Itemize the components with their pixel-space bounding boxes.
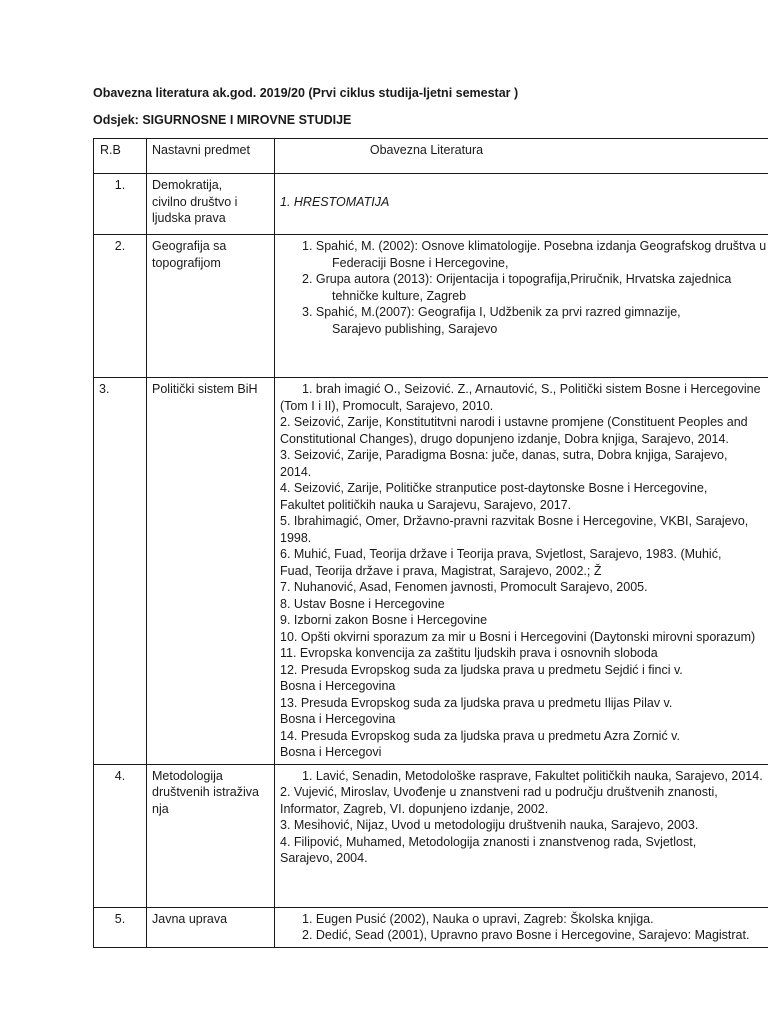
literature-entry-continued: Informator, Zagreb, VI. dopunjeno izdanje, 2002. bbox=[280, 801, 549, 816]
document-title: Obavezna literatura ak.god. 2019/20 (Prvi ciklus studija-ljetni semestar ) bbox=[93, 86, 519, 100]
column-header-subject: Nastavni predmet bbox=[147, 139, 275, 174]
literature-entry: 1. Eugen Pusić (2002), Nauka o upravi, Zagreb: Školska knjiga. bbox=[302, 911, 654, 926]
subject-line: ljudska prava bbox=[152, 211, 226, 225]
literature-entry: 2. Grupa autora (2013): Orijentacija i topografija,Priručnik, Hrvatska zajednica bbox=[302, 272, 732, 286]
literature-entry: 12. Presuda Evropskog suda za ljudska prava u predmetu Sejdić i finci v. bbox=[280, 662, 683, 677]
literature-entry: 6. Muhić, Fuad, Teorija države i Teorija prava, Svjetlost, Sarajevo, 1983. (Muhić, bbox=[280, 547, 722, 561]
literature-entry: 9. Izborni zakon Bosne i Hercegovine bbox=[280, 613, 488, 627]
literature-entry: 8. Ustav Bosne i Hercegovine bbox=[280, 596, 445, 611]
literature-entry: 5. Ibrahimagić, Omer, Državno-pravni razvitak Bosne i Hercegovine, VKBI, Sarajevo, bbox=[280, 514, 749, 528]
literature-entry: 2. Seizović, Zarije, Konstitutitvni narodi i ustavne promjene (Constituent Peoples and bbox=[280, 415, 748, 429]
literature-entry-continued: Bosna i Hercegovi bbox=[280, 745, 382, 759]
subject-line: topografijom bbox=[152, 255, 221, 270]
table-header-row bbox=[94, 139, 768, 174]
literature-entry: 11. Evropska konvencija za zaštitu ljudskih prava i osnovnih sloboda bbox=[280, 646, 658, 660]
subject-line: nja bbox=[152, 801, 169, 816]
literature-entry-continued: tehničke kulture, Zagreb bbox=[332, 288, 467, 303]
literature-cell bbox=[275, 235, 768, 378]
literature-entry: 4. Filipović, Muhamed, Metodologija znanosti i znanstvenog rada, Svjetlost, bbox=[280, 834, 697, 849]
literature-entry: 1. brah imagić O., Seizović. Z., Arnautović, S., Politički sistem Bosne i Hercegovine bbox=[302, 382, 761, 396]
literature-cell bbox=[275, 764, 768, 907]
literature-entry: 4. Seizović, Zarije, Političke stranputice post-daytonske Bosne i Hercegovine, bbox=[280, 481, 708, 495]
literature-entry-continued: Bosna i Hercegovina bbox=[280, 679, 396, 693]
subject-cell bbox=[147, 235, 275, 378]
literature-entry-continued: Fuad, Teorija države i prava, Magistrat, Sarajevo, 2002.; Ž bbox=[280, 563, 602, 578]
department-heading: Odsjek: SIGURNOSNE I MIROVNE STUDIJE bbox=[93, 113, 352, 127]
literature-cell bbox=[275, 378, 768, 765]
table-row bbox=[94, 907, 768, 947]
subject-line: Metodologija bbox=[152, 768, 223, 783]
row-number: 4. bbox=[94, 764, 147, 907]
literature-entry: 3. Mesihović, Nijaz, Uvod u metodologiju društvenih nauka, Sarajevo, 2003. bbox=[280, 818, 699, 832]
literature-entry: 14. Presuda Evropskog suda za ljudska prava u predmetu Azra Zornić v. bbox=[280, 728, 680, 743]
subject-line: Demokratija, bbox=[152, 178, 223, 192]
literature-entry-continued: Sarajevo publishing, Sarajevo bbox=[332, 321, 498, 336]
row-number: 3. bbox=[94, 378, 147, 765]
subject-cell bbox=[147, 764, 275, 907]
literature-entry: 2. Dedić, Sead (2001), Upravno pravo Bosne i Hercegovine, Sarajevo: Magistrat. bbox=[302, 928, 750, 942]
subject-line: Politički sistem BiH bbox=[152, 382, 258, 396]
literature-entry: 7. Nuhanović, Asad, Fenomen javnosti, Promocult Sarajevo, 2005. bbox=[280, 580, 648, 594]
literature-entry: 13. Presuda Evropskog suda za ljudska prava u predmetu Ilijas Pilav v. bbox=[280, 695, 673, 710]
literature-entry-continued: Sarajevo, 2004. bbox=[280, 851, 368, 865]
subject-line: civilno društvo i bbox=[152, 194, 238, 209]
subject-line: Geografija sa bbox=[152, 239, 227, 253]
literature-entry: 10. Opšti okvirni sporazum za mir u Bosni i Hercegovini (Daytonski mirovni sporazum) bbox=[280, 629, 756, 644]
subject-cell bbox=[147, 907, 275, 947]
literature-entry: 3. Spahić, M.(2007): Geografija I, Udžbenik za prvi razred gimnazije, bbox=[302, 305, 681, 319]
literature-entry-continued: Constitutional Changes), drugo dopunjeno izdanje, Dobra knjiga, Sarajevo, 2014. bbox=[280, 431, 729, 446]
literature-entry: 1. Lavić, Senadin, Metodološke rasprave, Fakultet političkih nauka, Sarajevo, 2014. bbox=[302, 768, 763, 783]
literature-entry-continued: Bosna i Hercegovina bbox=[280, 712, 396, 726]
subject-line: Javna uprava bbox=[152, 911, 228, 926]
row-number: 2. bbox=[94, 235, 147, 378]
subject-cell bbox=[147, 174, 275, 235]
table-row bbox=[94, 378, 768, 765]
row-number: 1. bbox=[94, 174, 147, 235]
subject-cell bbox=[147, 378, 275, 765]
table-row bbox=[94, 764, 768, 907]
row-number: 5. bbox=[94, 907, 147, 947]
literature-cell bbox=[275, 907, 768, 947]
table-row bbox=[94, 235, 768, 378]
literature-entry: 3. Seizović, Zarije, Paradigma Bosna: juče, danas, sutra, Dobra knjiga, Sarajevo, bbox=[280, 448, 728, 462]
literature-entry-continued: (Tom I i II), Promocult, Sarajevo, 2010. bbox=[280, 398, 494, 413]
literature-entry-continued: Federaciji Bosne i Hercegovine, bbox=[332, 255, 509, 270]
literature-entry: 1. Spahić, M. (2002): Osnove klimatologije. Posebna izdanja Geografskog društva u bbox=[302, 239, 767, 253]
literature-cell bbox=[275, 174, 768, 235]
literature-entry: 2. Vujević, Miroslav, Uvođenje u znanstveni rad u području društvenih znanosti, bbox=[280, 785, 718, 799]
literature-table bbox=[93, 138, 768, 948]
literature-entry-continued: 1998. bbox=[280, 530, 312, 545]
literature-entry-continued: Fakultet političkih nauka u Sarajevu, Sarajevo, 2017. bbox=[280, 497, 572, 512]
column-header-literature: Obavezna Literatura bbox=[275, 139, 768, 174]
column-header-rb: R.B bbox=[94, 139, 147, 174]
literature-entry-continued: 2014. bbox=[280, 464, 312, 479]
literature-entry: 1. HRESTOMATIJA bbox=[280, 195, 390, 209]
table-row bbox=[94, 174, 768, 235]
subject-line: društvenih istraživa bbox=[152, 785, 259, 799]
